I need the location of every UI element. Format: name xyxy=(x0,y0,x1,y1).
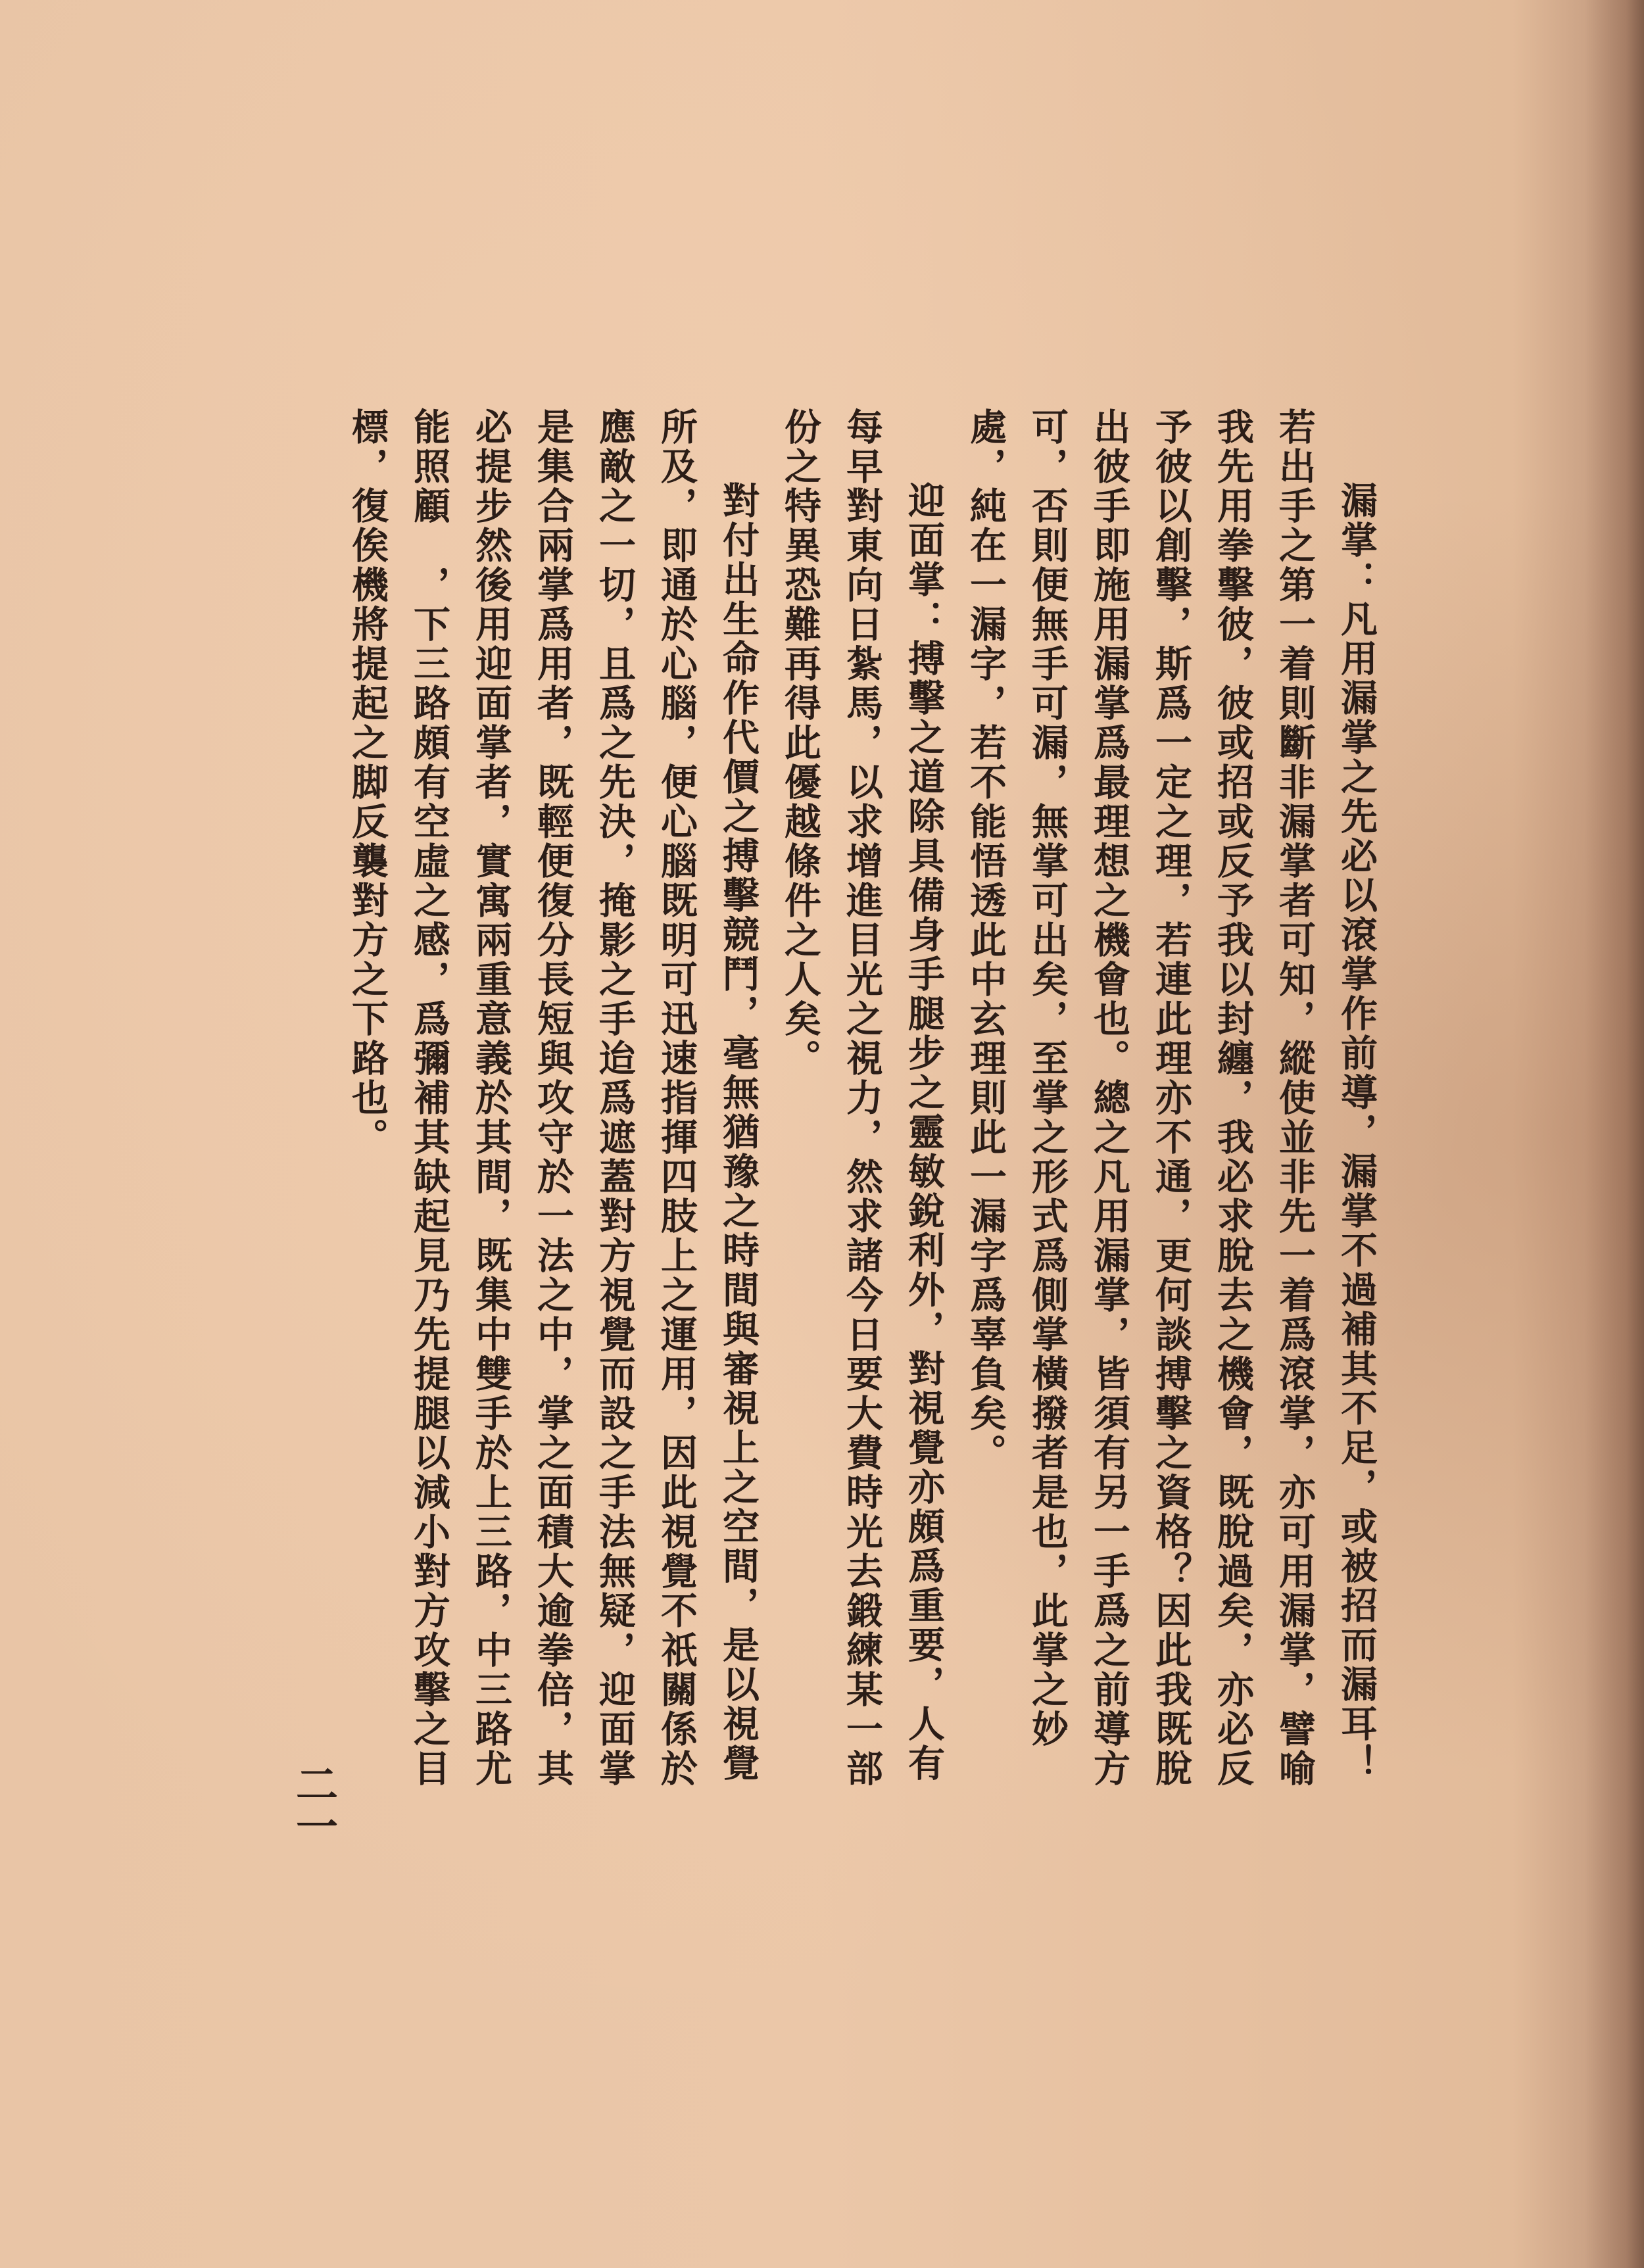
body-text xyxy=(337,408,1388,1822)
page-number: 二一 xyxy=(289,1762,338,1846)
paragraph-ying-mian-zhang: 迎面掌：搏擊之道除具備身手腿步之靈敏銳利外，對視覺亦頗爲重要，人有每早對東向日紮馬，以求增進目光之視力，然求諸今日要大費時光去鍛練某一部份之特異恐難再得此優越條件之人矣。 xyxy=(779,408,946,1789)
paragraph-lou-zhang: 漏掌：凡用漏掌之先必以滾掌作前導，漏掌不過補其不足，或被招而漏耳！若出手之第一着則斷非漏掌者可知，縱使並非先一着爲滾掌，亦可用漏掌，譬喻我先用拳擊彼，彼或招或反予我以封纏，我必求脫去之機會，既脫過矣，亦必反予彼以創擊，斯爲一定之理，若連此理亦不通，更何談搏擊之資格？因此我既脫出彼手即施用漏掌爲最理想之機會也。總之凡用漏掌，皆須有另一手爲之前導方可，否則便無手可漏，無掌可出矣，至掌之形式爲側掌橫撥者是也，此掌之妙處，純在一漏字，若不能悟透此中玄理則此一漏字爲辜負矣。 xyxy=(964,408,1378,1789)
page-edge-shadow xyxy=(1585,0,1644,2268)
paragraph-vision: 對付出生命作代價之搏擊競鬥，毫無猶豫之時間與審視上之空間，是以視覺所及，即通於心腦，便心腦既明可迅速指揮四肢上之運用，因此視覺不祇關係於應敵之一切，且爲之先決，掩影之手迨爲遮蓋對方視覺而設之手法無疑，迎面掌是集合兩掌爲用者，既輕便復分長短與攻守於一法之中，掌之面積大逾拳倍，其必提步然後用迎面掌者，實寓兩重意義於其間，既集中雙手於上三路，中三路尤能照顧 ，下三路頗有空虛之感，爲彌補其缺起見乃先提腿以減小對方攻擊之目標，復俟機將提起之脚反襲對方之下路也。 xyxy=(346,408,760,1789)
